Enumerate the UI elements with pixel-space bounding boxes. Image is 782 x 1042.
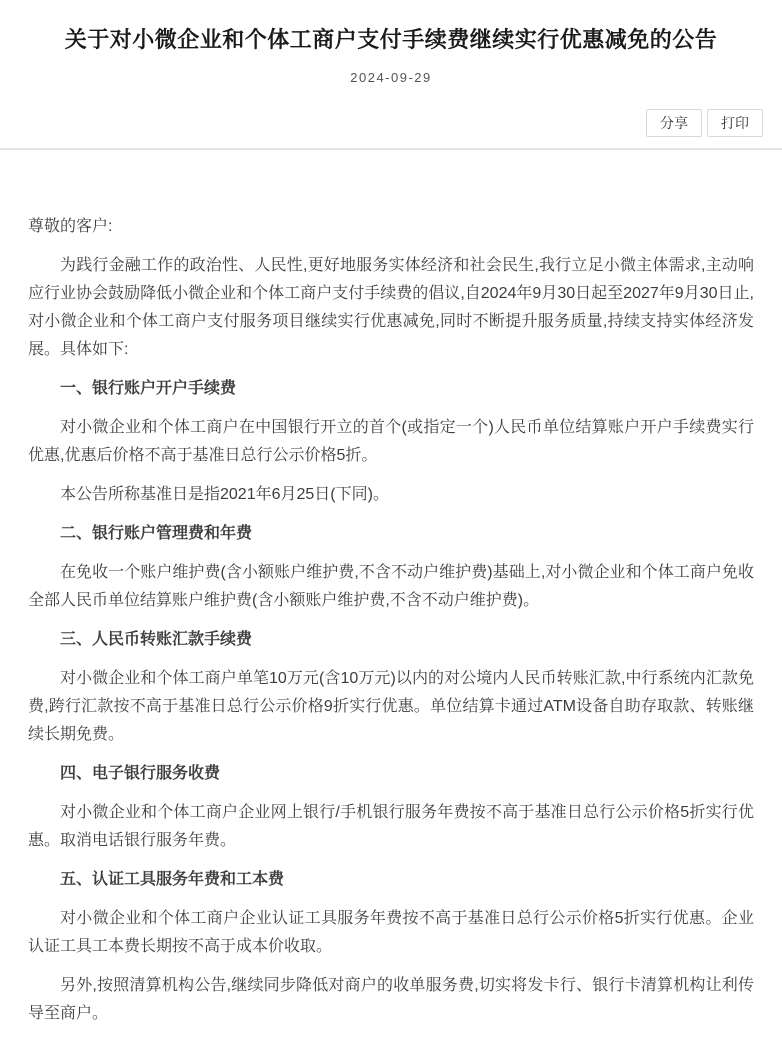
- print-button[interactable]: 打印: [707, 109, 763, 137]
- body-paragraph: 在免收一个账户维护费(含小额账户维护费,不含不动户维护费)基础上,对小微企业和个体工商户免收全部人民币单位结算账户维护费(含小额账户维护费,不含不动户维护费)。: [28, 564, 754, 609]
- body-paragraph: 对小微企业和个体工商户单笔10万元(含10万元)以内的对公境内人民币转账汇款,中行系统内汇款免费,跨行汇款按不高于基准日总行公示价格9折实行优惠。单位结算卡通过ATM设备自助存取款、转账继续长期免费。: [28, 670, 754, 743]
- salutation: 尊敬的客户:: [28, 218, 113, 235]
- body-paragraph: 为践行金融工作的政治性、人民性,更好地服务实体经济和社会民生,我行立足小微主体需求,主动响应行业协会鼓励降低小微企业和个体工商户支付手续费的倡议,自2024年9月30日起至2027年9月30日止,对小微企业和个体工商户支付服务项目继续实行优惠减免,同时不断提升服务质量,持续支持实体经济发展。具体如下:: [28, 257, 754, 358]
- section-heading: 二、银行账户管理费和年费: [60, 525, 253, 542]
- body-paragraph: 对小微企业和个体工商户企业网上银行/手机银行服务年费按不高于基准日总行公示价格5折实行优惠。取消电话银行服务年费。: [28, 804, 754, 849]
- body-paragraph: 另外,按照清算机构公告,继续同步降低对商户的收单服务费,切实将发卡行、银行卡清算机构让利传导至商户。: [28, 977, 754, 1022]
- body-paragraph: 本公告所称基准日是指2021年6月25日(下同)。: [60, 486, 389, 503]
- header-actions: [0, 109, 782, 137]
- document-header: [0, 0, 782, 150]
- share-button[interactable]: 分享: [646, 109, 702, 137]
- section-heading: 一、银行账户开户手续费: [60, 380, 237, 397]
- section-heading: 三、人民币转账汇款手续费: [60, 631, 253, 648]
- section-heading: 五、认证工具服务年费和工本费: [60, 871, 285, 888]
- section-heading: 四、电子银行服务收费: [60, 765, 221, 782]
- announcement-body: [0, 150, 782, 1028]
- body-paragraph: 对小微企业和个体工商户在中国银行开立的首个(或指定一个)人民币单位结算账户开户手续费实行优惠,优惠后价格不高于基准日总行公示价格5折。: [28, 419, 754, 464]
- page-title: 关于对小微企业和个体工商户支付手续费继续实行优惠减免的公告: [64, 27, 718, 52]
- body-paragraph: 对小微企业和个体工商户企业认证工具服务年费按不高于基准日总行公示价格5折实行优惠。企业认证工具工本费长期按不高于成本价收取。: [28, 910, 754, 955]
- publish-date: 2024-09-29: [350, 70, 432, 85]
